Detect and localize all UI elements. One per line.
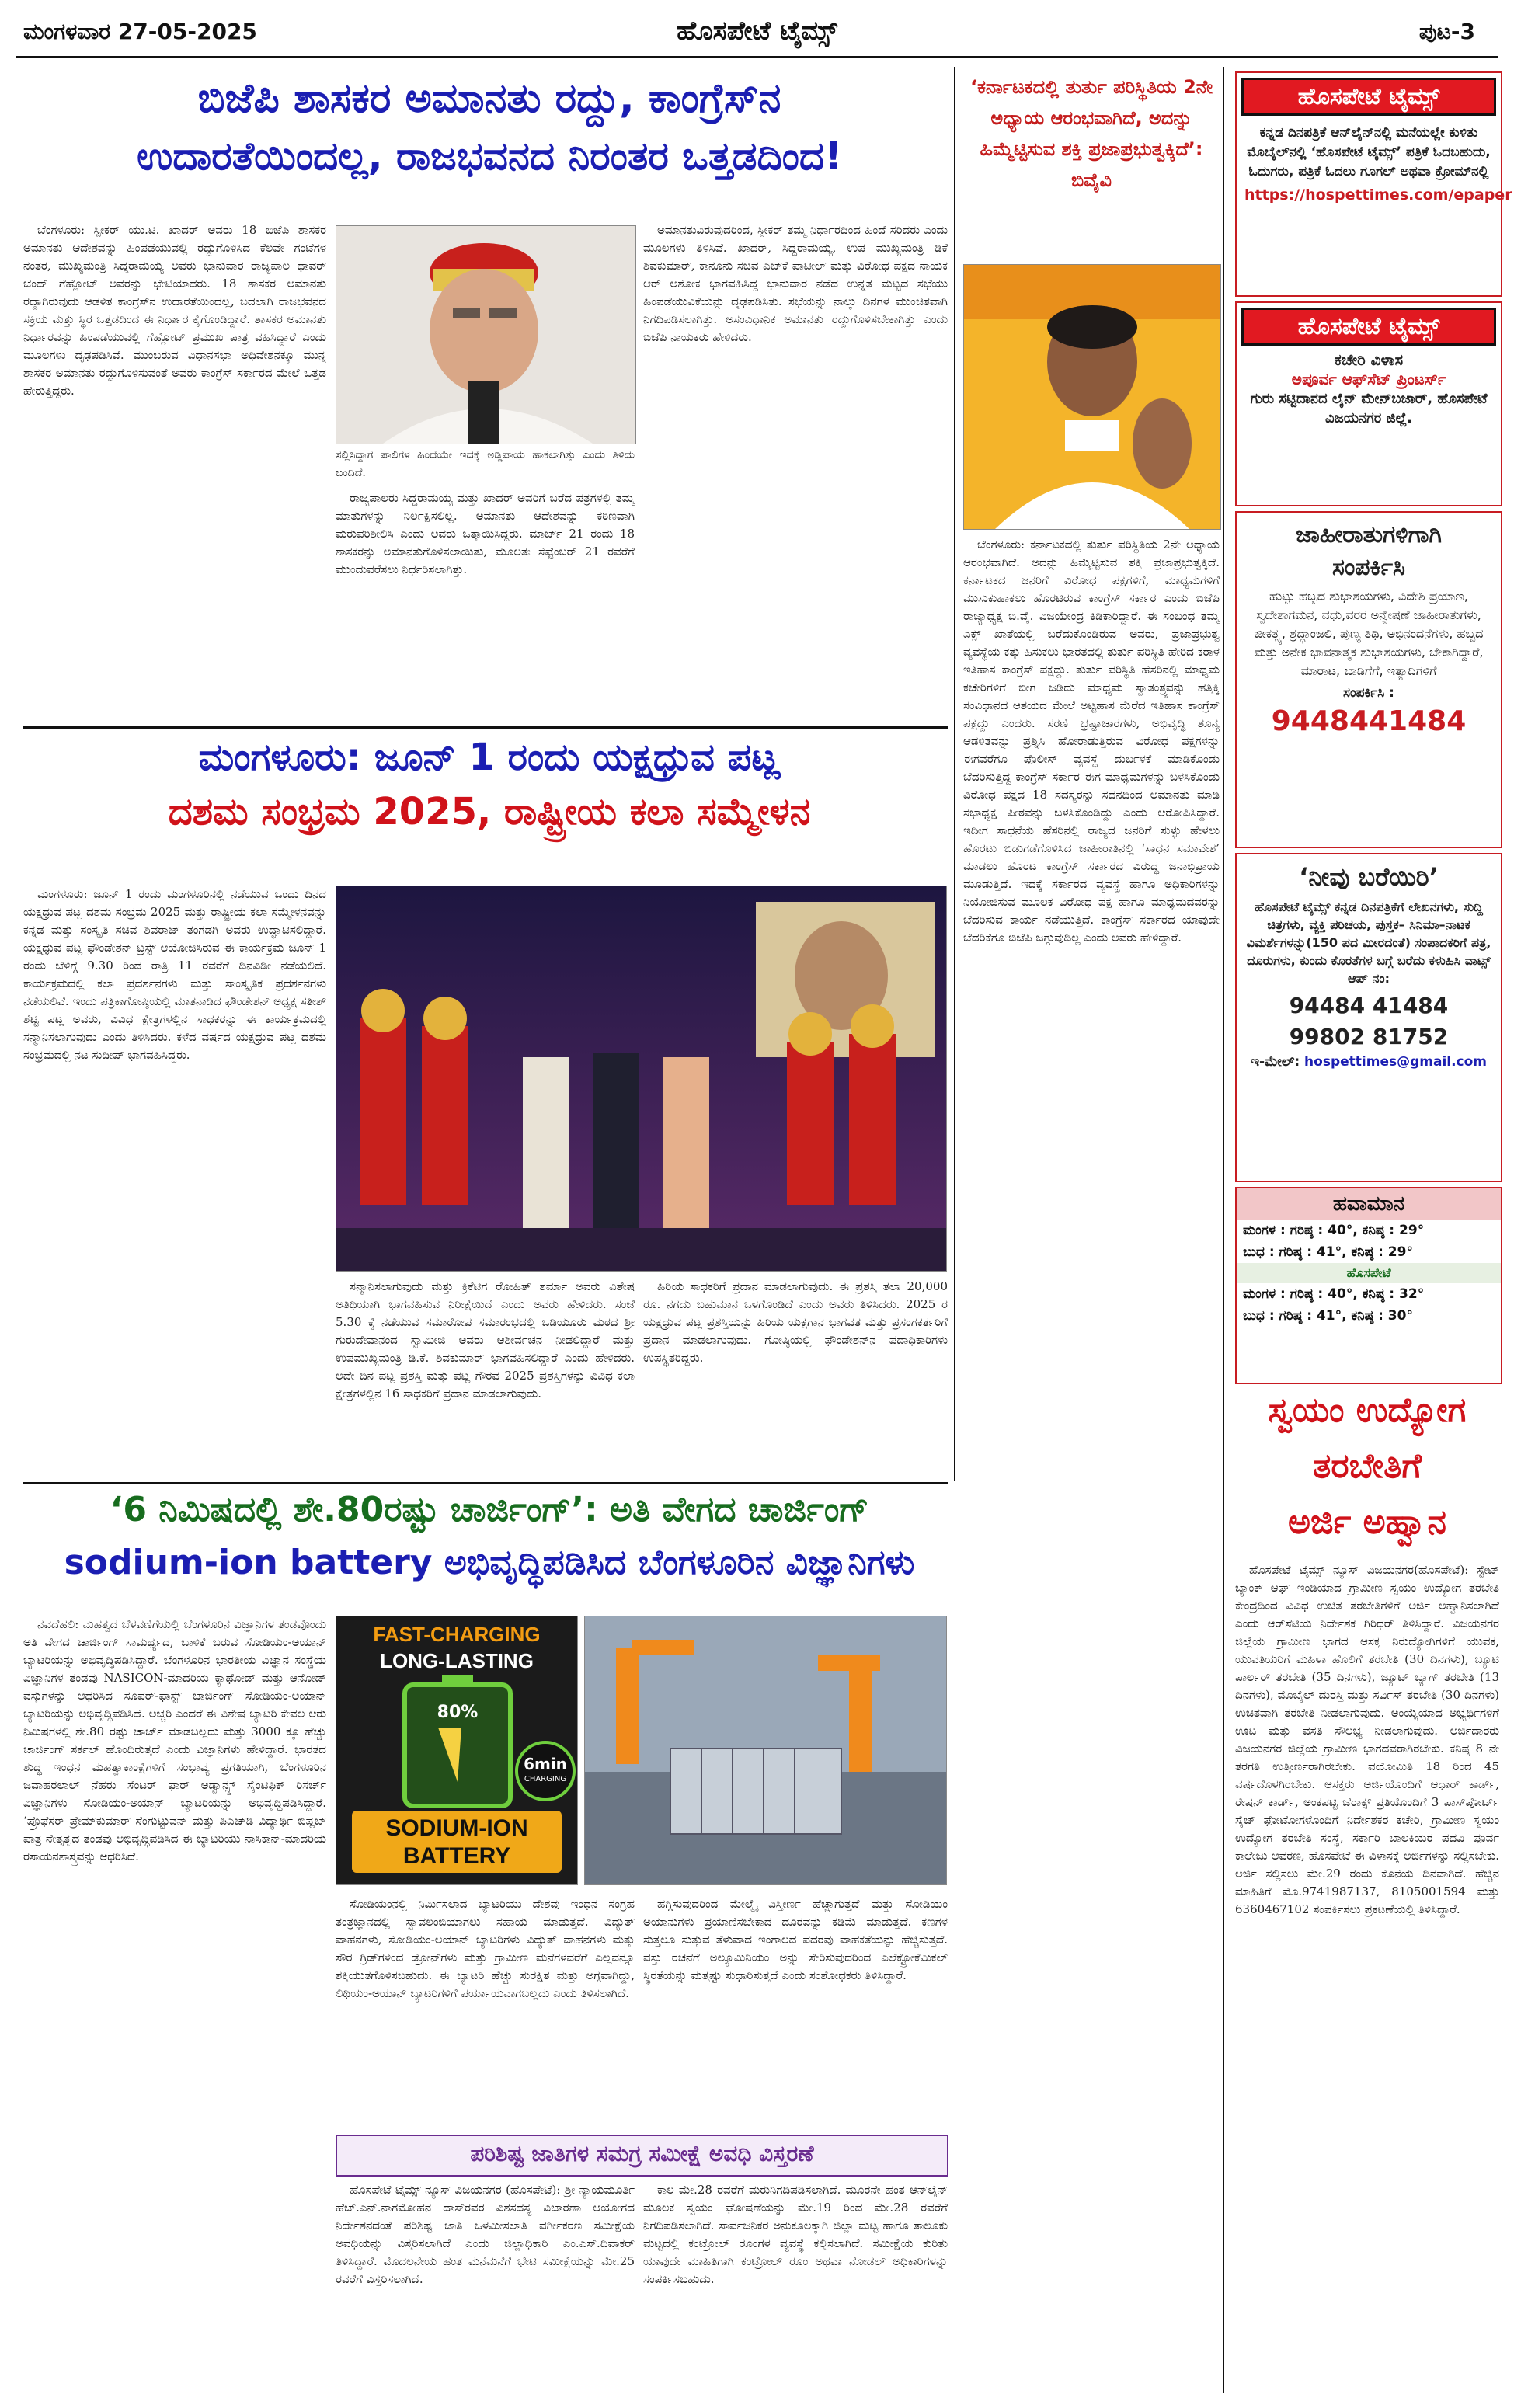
weather-row: ಬುಧ : ಗರಿಷ್ಠ : 41°, ಕನಿಷ್ಠ : 30° xyxy=(1243,1308,1413,1324)
training-title-2: ತರಬೇತಿಗೆ xyxy=(1313,1446,1422,1486)
yakshagana-column-1: ಮಂಗಳೂರು: ಜೂನ್ 1 ರಂದು ಮಂಗಳೂರಿನಲ್ಲಿ ನಡೆಯುವ ಒಂದು ದಿನದ ಯಕ್ಷಧ್ರುವ ಪಟ್ಲ ದಶಮ ಸಂಭ್ರಮ 2025 ಮತ್ತು ರಾಷ್ಟ್ರೀಯ ಕಲಾ ಸಮ್ಮೇಳನವನ್ನು ಕನ್ನಡ ಮತ್ತು ಸಂಸ್ಕೃತಿ ಸಚಿವ ಶಿವರಾಜ್ ತಂಗಡಗಿ ಅವರು ಉದ್ಘಾಟಿಸಲಿದ್ದಾರೆ. ಯಕ್ಷಧ್ರುವ ಪಟ್ಲ ಫೌಂಡೇಶನ್ ಟ್ರಸ್ಟ್ ಆಯೋಜಿಸಿರುವ ಈ ಕಾರ್ಯಕ್ರಮ ಜೂನ್ 1 ರಂದು ಬೆಳಿಗ್ಗೆ 9.30 ರಿಂದ ರಾತ್ರಿ 11 ರವರೆಗೆ ದಿನವಿಡೀ ನಡೆಯಲಿದೆ. ಕಾರ್ಯಕ್ರಮದಲ್ಲಿ ಕಲಾ ಪ್ರದರ್ಶನಗಳು ಮತ್ತು ಸಾಂಸ್ಕೃತಿಕ ಪ್ರದರ್ಶನಗಳು ನಡೆಯಲಿವೆ. ಇಂದು ಪತ್ರಿಕಾಗೋಷ್ಠಿಯಲ್ಲಿ ಮಾತನಾಡಿದ ಫೌಂಡೇಶನ್ ಅಧ್ಯಕ್ಷ ಸತೀಶ್ ಶೆಟ್ಟಿ ಪಟ್ಲ ಅವರು, ವಿವಿಧ ಕ್ಷೇತ್ರಗಳಲ್ಲಿನ ಸಾಧಕರನ್ನು ಈ ಕಾರ್ಯಕ್ರಮದಲ್ಲಿ ಸನ್ಮಾನಿಸಲಾಗುವುದು ಎಂದು ತಿಳಿಸಿದರು. ಕಳೆದ ವರ್ಷದ ಯಕ್ಷಧ್ರುವ ಪಟ್ಲ ದಶಮ ಸಂಭ್ರಮದಲ್ಲಿ ನಟ ಸುದೀಪ್ ಭಾಗವಹಿಸಿದ್ದರು. xyxy=(23,887,326,1062)
caste-survey-column-2: ಕಾಲ ಮೇ.28 ರವರೆಗೆ ಮರುನಿಗದಿಪಡಿಸಲಾಗಿದೆ. ಮೂರನೇ ಹಂತ ಆನ್‌ಲೈನ್ ಮೂಲಕ ಸ್ವಯಂ ಘೋಷಣೆಯನ್ನು ಮೇ.19 ರಿಂದ ಮೇ.28 ರವರೆಗೆ ನಿಗದಿಪಡಿಸಲಾಗಿದೆ. ಸಾರ್ವಜನಿಕರ ಅನುಕೂಲಕ್ಕಾಗಿ ಜಿಲ್ಲಾ ಮಟ್ಟ ಹಾಗೂ ತಾಲೂಕು ಮಟ್ಟದಲ್ಲಿ ಕಂಟ್ರೋಲ್ ರೂಂಗಳ ವ್ಯವಸ್ಥೆ ಕಲ್ಪಿಸಲಾಗಿದೆ. ಸಮೀಕ್ಷೆಯ ಕುರಿತು ಯಾವುದೇ ಮಾಹಿತಿಗಾಗಿ ಕಂಟ್ರೋಲ್ ರೂಂ ಅಥವಾ ನೋಡಲ್ ಅಧಿಕಾರಿಗಳನ್ನು ಸಂಪರ್ಕಿಸಬಹುದು. xyxy=(643,2183,948,2286)
battery-graphic xyxy=(336,1616,578,1885)
section-divider xyxy=(23,726,948,729)
yakshagana-column-3: ಹಿರಿಯ ಸಾಧಕರಿಗೆ ಪ್ರದಾನ ಮಾಡಲಾಗುವುದು. ಈ ಪ್ರಶಸ್ತಿ ತಲಾ 20,000 ರೂ. ನಗದು ಬಹುಮಾನ ಒಳಗೊಂಡಿದೆ ಎಂದು ಅವರು ತಿಳಿಸಿದರು. 2025 ರ ಯಕ್ಷಧ್ರುವ ಪಟ್ಲ ಪ್ರಶಸ್ತಿಯನ್ನು ಹಿರಿಯ ಯಕ್ಷಗಾನ ಭಾಗವತ ಮತ್ತು ಪ್ರಸಂಗಕರ್ತರಿಗೆ ಪ್ರದಾನ ಮಾಡಲಾಗುವುದು. ಗೋಷ್ಠಿಯಲ್ಲಿ ಫೌಂಡೇಶನ್‌ನ ಪದಾಧಿಕಾರಿಗಳು ಉಪಸ್ಥಿತರಿದ್ದರು. xyxy=(643,1279,948,1365)
yakshagana-headline-line1: ಮಂಗಳೂರು: ಜೂನ್ 1 ರಂದು ಯಕ್ಷಧ್ರುವ ಪಟ್ಲ xyxy=(198,736,781,779)
ads-title: ಜಾಹೀರಾತುಗಳಿಗಾಗಿ xyxy=(1296,521,1442,548)
lightning-icon xyxy=(438,1728,461,1782)
vijayendra-photo xyxy=(963,264,1221,530)
column-divider xyxy=(954,67,955,1481)
ads-contact-label: ಸಂಪರ್ಕಿಸಿ : xyxy=(1343,685,1394,701)
email-label: ಇ-ಮೇಲ್: xyxy=(1250,1054,1300,1070)
weather-row: ಮಂಗಳ : ಗರಿಷ್ಠ : 40°, ಕನಿಷ್ಠ : 32° xyxy=(1243,1286,1425,1302)
office-name: ಅಪೂರ್ವ ಆಫ್‌ಸೆಟ್ ಪ್ರಿಂಟರ್ಸ್ xyxy=(1291,370,1446,388)
section-divider xyxy=(23,1482,948,1484)
training-title-3: ಅರ್ಜಿ ಅಹ್ವಾನ xyxy=(1287,1502,1447,1542)
epaper-link[interactable]: https://hospettimes.com/epaper xyxy=(1244,186,1512,204)
weather-city-label: ಹೊಸಪೇಟೆ xyxy=(1237,1263,1501,1283)
yakshagana-headline-line2: ದಶಮ ಸಂಭ್ರಮ 2025, ರಾಷ್ಟ್ರೀಯ ಕಲಾ ಸಮ್ಮೇಳನ xyxy=(168,790,811,833)
write-phone-2: 99802 81752 xyxy=(1289,1024,1449,1049)
ads-phone: 9448441484 xyxy=(1271,705,1467,737)
office-address: ಗುರು ಸಟ್ಟಿದಾನದ ಲೈನ್ ಮೇನ್‌ಬಜಾರ್, ಹೊಸಪೇಟೆ ವಿಜಯನಗರ ಜಿಲ್ಲೆ. xyxy=(1250,391,1488,426)
article1-headline-line2: ಉದಾರತೆಯಿಂದಲ್ಲ, ರಾಜಭವನದ ನಿರಂತರ ಒತ್ತಡದಿಂದ! xyxy=(136,134,843,179)
office-label: ಕಚೇರಿ ವಿಳಾಸ xyxy=(1334,350,1404,369)
graphic-line2: LONG-LASTING xyxy=(380,1649,534,1672)
article1-column-1: ಬೆಂಗಳೂರು: ಸ್ಪೀಕರ್ ಯು.ಟಿ. ಖಾದರ್ ಅವರು 18 ಬಿಜೆಪಿ ಶಾಸಕರ ಅಮಾನತು ಆದೇಶವನ್ನು ಹಿಂಪಡೆಯುವಲ್ಲಿ ರದ್ದುಗೊಳಿಸಿದ ಕೆಲವೇ ಗಂಟೆಗಳ ನಂತರ, ಮುಖ್ಯಮಂತ್ರಿ ಸಿದ್ದರಾಮಯ್ಯ ಅವರು ಭಾನುವಾರ ರಾಜ್ಯಪಾಲ ಥಾವರ್ ಚಂದ್ ಗೆಹ್ಲೋಟ್ ಅವರನ್ನು ಭೇಟಿಯಾದರು. 18 ಶಾಸಕರ ಅಮಾನತು ರದ್ದಾಗಿರುವುದು ಆಡಳಿತ ಕಾಂಗ್ರೆಸ್‌ನ ಉದಾರತೆಯಿಂದಲ್ಲ, ಬದಲಾಗಿ ರಾಜಭವನದ ಸಕ್ರಿಯ ಮತ್ತು ಸ್ಥಿರ ಒತ್ತಡದಿಂದ ಈ ನಿರ್ಧಾರ ಕೈಗೊಂಡಿದ್ದಾರೆ. ಶಾಸಕರ ಅಮಾನತು ನಿರ್ಧಾರವನ್ನು ಹಿಂಪಡೆಯುವಲ್ಲಿ ಗೆಹ್ಲೋಟ್ ಪ್ರಮುಖ ಪಾತ್ರ ವಹಿಸಿದ್ದಾರೆ ಎಂದು ಮೂಲಗಳು ದೃಢಪಡಿಸಿವೆ. ಮುಂಬರುವ ವಿಧಾನಸಭಾ ಅಧಿವೇಶನಕ್ಕೂ ಮುನ್ನ ಶಾಸಕರ ಅಮಾನತು ರದ್ದುಗೊಳಿಸುವಂತೆ ಅವರು ಕಾಂಗ್ರೆಸ್ ಸರ್ಕಾರದ ಮೇಲೆ ಒತ್ತಡ ಹೇರುತ್ತಿದ್ದರು. xyxy=(23,223,326,398)
governor-photo-caption: ಸಲ್ಲಿಸಿದ್ದಾಗ ಪಾಲಿಗಳ ಹಿಂದೆಯೇ ಇದಕ್ಕೆ ಅಡ್ಡಿಪಾಯ ಹಾಕಲಾಗಿತ್ತು ಎಂದು ತಿಳಿದು ಬಂದಿದೆ. xyxy=(336,449,635,479)
yakshagana-event-photo xyxy=(336,886,947,1272)
battery-column-3: ಹಗ್ಗಿಸುವುದರಿಂದ ಮೇಲ್ಮೈ ವಿಸ್ತೀರ್ಣ ಹೆಚ್ಚಾಗುತ್ತದೆ ಮತ್ತು ಸೋಡಿಯಂ ಅಯಾನುಗಳು ಪ್ರಯಾಣಿಸಬೇಕಾದ ದೂರವನ್ನು ಕಡಿಮೆ ಮಾಡುತ್ತದೆ. ಕಣಗಳ ಸುತ್ತಲೂ ಸುತ್ತುವ ತೆಳುವಾದ ಇಂಗಾಲದ ಪದರವು ವಾಹಕತೆಯನ್ನು ಹೆಚ್ಚಿಸುತ್ತದೆ. ವಸ್ತು ರಚನೆಗೆ ಅಲ್ಯೂಮಿನಿಯಂ ಅನ್ನು ಸೇರಿಸುವುದರಿಂದ ಎಲೆಕ್ಟ್ರೋಕೆಮಿಕಲ್ ಸ್ಥಿರತೆಯನ್ನು ಮತ್ತಷ್ಟು ಸುಧಾರಿಸುತ್ತದೆ ಎಂದು ಸಂಶೋಧಕರು ತಿಳಿಸಿದ್ದಾರೆ. xyxy=(643,1897,948,1982)
write-box xyxy=(1235,853,1502,1182)
write-text: ಹೊಸಪೇಟೆ ಟೈಮ್ಸ್ ಕನ್ನಡ ದಿನಪತ್ರಿಕೆಗೆ ಲೇಖನಗಳು, ಸುದ್ದಿ ಚಿತ್ರಗಳು, ವ್ಯಕ್ತಿ ಪರಿಚಯ, ಪುಸ್ತಕ– ಸಿನಿಮಾ–ನಾಟಕ ವಿಮರ್ಶೆಗಳನ್ನು(150 ಪದ ಮೀರದಂತೆ) ಸಂಪಾದಕರಿಗೆ ಪತ್ರ, ದೂರುಗಳು, ಕುಂದು ಕೊರತೆಗಳ ಬಗ್ಗೆ ಬರೆದು ಕಳುಹಿಸಿ ವಾಟ್ಸ್ ಆಪ್ ನಂ: xyxy=(1246,900,1491,986)
newspaper-title: ಹೊಸಪೇಟೆ ಟೈಮ್ಸ್ xyxy=(677,16,837,47)
training-title-1: ಸ್ವಯಂ ಉದ್ಯೋಗ xyxy=(1268,1390,1467,1430)
charge-time-badge: 6min CHARGING xyxy=(515,1741,576,1801)
caste-survey-headline: ಪರಿಶಿಷ್ಟ ಜಾತಿಗಳ ಸಮಗ್ರ ಸಮೀಕ್ಷೆ ಅವಧಿ ವಿಸ್ತರಣೆ xyxy=(470,2141,814,2166)
battery-column-1: ನವದೆಹಲಿ: ಮಹತ್ವದ ಬೆಳವಣಿಗೆಯಲ್ಲಿ ಬೆಂಗಳೂರಿನ ವಿಜ್ಞಾನಿಗಳ ತಂಡವೊಂದು ಅತಿ ವೇಗದ ಚಾರ್ಜಿಂಗ್ ಸಾಮರ್ಥ್ಯದ, ಬಾಳಿಕೆ ಬರುವ ಸೋಡಿಯಂ-ಅಯಾನ್ ಬ್ಯಾಟರಿಯನ್ನು ಅಭಿವೃದ್ಧಿಪಡಿಸಿದ್ದಾರೆ. ಬೆಂಗಳೂರಿನ ಭಾರತೀಯ ವಿಜ್ಞಾನ ಸಂಸ್ಥೆಯ ವಿಜ್ಞಾನಿಗಳ ತಂಡವು NASICON-ಮಾದರಿಯ ಕ್ಯಾಥೋಡ್ ಮತ್ತು ಆನೋಡ್ ವಸ್ತುಗಳನ್ನು ಆಧರಿಸಿದ ಸೂಪರ್-ಫಾಸ್ಟ್ ಚಾರ್ಜಿಂಗ್ ಸೋಡಿಯಂ-ಅಯಾನ್ ಬ್ಯಾಟರಿಯನ್ನು ಅಭಿವೃದ್ಧಿಪಡಿಸಿದೆ. ಅಚ್ಚರಿ ಎಂದರೆ ಈ ವಿಶೇಷ ಬ್ಯಾಟರಿ ಕೇವಲ ಆರು ನಿಮಿಷಗಳಲ್ಲಿ ಶೇ.80 ರಷ್ಟು ಚಾರ್ಜ್ ಮಾಡಬಲ್ಲದು ಮತ್ತು 3000 ಕ್ಕೂ ಹೆಚ್ಚು ಚಾರ್ಜಿಂಗ್ ಸರ್ಕಲ್ ಹೊಂದಿರುತ್ತದೆ ಎಂದು ವಿಜ್ಞಾನಿಗಳು ಹೇಳಿದ್ದಾರೆ. ಭಾರತದ ಶುದ್ಧ ಇಂಧನ ಮಹತ್ವಾಕಾಂಕ್ಷೆಗಳಿಗೆ ಸಂಭಾವ್ಯ ಪ್ರಗತಿಯಾಗಿ, ಬೆಂಗಳೂರಿನ ಜವಾಹರಲಾಲ್ ನೆಹರು ಸೆಂಟರ್ ಫಾರ್ ಅಡ್ವಾನ್ಸ್ಡ್ ಸೈಂಟಿಫಿಕ್ ರಿಸರ್ಚ್ ವಿಜ್ಞಾನಿಗಳು ಸೋಡಿಯಂ-ಅಯಾನ್ ಬ್ಯಾಟರಿಯನ್ನು ಅಭಿವೃದ್ಧಿಪಡಿಸಿದ್ದಾರೆ. ‘ಪ್ರೊಫೆಸರ್ ಪ್ರೇಮ್‌ಕುಮಾರ್ ಸೆಂಗುಟ್ಟುವನ್ ಮತ್ತು ಪಿಎಚ್‌ಡಿ ವಿದ್ಯಾರ್ಥಿ ಬಿಪ್ಲಬ್ ಪಾತ್ರ ನೇತೃತ್ವದ ತಂಡವು ಅಭಿವೃದ್ಧಿಪಡಿಸಿದ ಈ ಬ್ಯಾಟರಿಯು ನಾಸಿಕಾನ್-ಮಾದರಿಯ ರಸಾಯನಶಾಸ್ತ್ರವನ್ನು ಆಧರಿಸಿದೆ. xyxy=(23,1617,326,1863)
sidebar-divider xyxy=(1223,67,1224,2393)
page-number: ಪುಟ-3 xyxy=(1418,19,1475,44)
ads-text: ಹುಟ್ಟು ಹಬ್ಬದ ಶುಭಾಶಯಗಳು, ವಿದೇಶಿ ಪ್ರಯಾಣ, ಸ್ವದೇಶಾಗಮನ, ವಧು,ವರರ ಅನ್ವೇಷಣೆ ಜಾಹೀರಾತುಗಳು, ಜೀಕತ್ಸ್ಯ, ಶ್ರದ್ಧಾಂಜಲಿ, ಪುಣ್ಯ ತಿಥಿ, ಅಭಿನಂದನೆಗಳು, ಹಬ್ಬದ ಮತ್ತು ಅನೇಕ ಭಾವನಾತ್ಮಕ ಶುಭಾಶಯಗಳು, ಬೇಕಾಗಿದ್ದಾರೆ, ಮಾರಾಟ, ಬಾಡಿಗೆಗೆ, ಇತ್ಯಾದಿಗಳಿಗೆ xyxy=(1254,589,1484,678)
epaper-brand: ಹೊಸಪೇಟೆ ಟೈಮ್ಸ್ xyxy=(1241,78,1496,116)
weather-box xyxy=(1235,1187,1502,1384)
battery-headline-line2: sodium-ion battery ಅಭಿವೃದ್ಧಿಪಡಿಸಿದ ಬೆಂಗಳೂರಿನ ವಿಜ್ಞಾನಿಗಳು xyxy=(64,1543,915,1582)
governor-photo xyxy=(336,225,636,444)
battery-column-2: ಸೋಡಿಯಂನಲ್ಲಿ ನಿರ್ಮಿಸಲಾದ ಬ್ಯಾಟರಿಯು ದೇಶವು ಇಂಧನ ಸಂಗ್ರಹ ತಂತ್ರಜ್ಞಾನದಲ್ಲಿ ಸ್ವಾವಲಂಬಿಯಾಗಲು ಸಹಾಯ ಮಾಡುತ್ತದೆ. ವಿದ್ಯುತ್ ವಾಹನಗಳು, ಸೋಡಿಯಂ-ಅಯಾನ್ ಬ್ಯಾಟರಿಗಳು ವಿದ್ಯುತ್ ವಾಹನಗಳು ಮತ್ತು ಸೌರ ಗ್ರಿಡ್‌ಗಳಿಂದ ಡ್ರೋನ್‌ಗಳು ಮತ್ತು ಗ್ರಾಮೀಣ ಮನೆಗಳವರೆಗೆ ಎಲ್ಲವನ್ನೂ ಶಕ್ತಿಯುತಗೊಳಿಸಬಹುದು. ಈ ಬ್ಯಾಟರಿ ಹೆಚ್ಚು ಸುರಕ್ಷಿತ ಮತ್ತು ಅಗ್ಗವಾಗಿದ್ದು, ಲಿಥಿಯಂ-ಅಯಾನ್ ಬ್ಯಾಟರಿಗಳಿಗೆ ಪರ್ಯಾಯವಾಗಬಲ್ಲದು ಎಂದು ತಿಳಿಸಲಾಗಿದೆ. xyxy=(336,1897,635,2000)
weather-title: ಹವಾಮಾನ xyxy=(1237,1188,1501,1220)
weather-row: ಬುಧ : ಗರಿಷ್ಠ : 41°, ಕನಿಷ್ಠ : 29° xyxy=(1243,1244,1413,1260)
epaper-box xyxy=(1235,71,1512,297)
battery-label-box: SODIUM-ION BATTERY xyxy=(352,1811,562,1873)
training-body: ಹೊಸಪೇಟೆ ಟೈಮ್ಸ್ ನ್ಯೂಸ್ ವಿಜಯನಗರ(ಹೊಸಪೇಟೆ): ಸ್ಟೇಟ್ ಬ್ಯಾಂಕ್ ಆಫ್ ಇಂಡಿಯಾದ ಗ್ರಾಮೀಣ ಸ್ವಯಂ ಉದ್ಯೋಗ ತರಬೇತಿ ಕೇಂದ್ರದಿಂದ ವಿವಿಧ ಉಚಿತ ತರಬೇತಿಗಳಿಗೆ ಅರ್ಜಿ ಅಹ್ವಾನಿಸಲಾಗಿದೆ ಎಂದು ಆರ್‌ಸೆಟಿಯ ನಿರ್ದೇಶಕ ಗಿರಿಧರ್ ತಿಳಿಸಿದ್ದಾರೆ. ವಿಜಯನಗರ ಜಿಲ್ಲೆಯ ಗ್ರಾಮೀಣ ಭಾಗದ ಆಸಕ್ತ ನಿರುದ್ಯೋಗಿಗಳಿಗೆ ಯುವಕ, ಯುವತಿಯರಿಗೆ ಮಹಿಳಾ ಹೊಲಿಗೆ ತರಬೇತಿ (30 ದಿನಗಳು), ಬ್ಯೂಟಿ ಪಾರ್ಲರ್ ತರಬೇತಿ (35 ದಿನಗಳು), ಜ್ಯೂಟ್ ಬ್ಯಾಗ್ ತರಬೇತಿ (13 ದಿನಗಳು), ಮೊಬೈಲ್ ದುರಸ್ತಿ ಮತ್ತು ಸರ್ವಿಸ್ ತರಬೇತಿ (30 ದಿನಗಳು) ಉಚಿತವಾಗಿ ತರಬೇತಿ ನೀಡಲಾಗುವುದು. ಅಂಯ್ಯೆಯಾದ ಅಭ್ಯರ್ಥಿಗಳಿಗೆ ಊಟ ಮತ್ತು ವಸತಿ ಸೌಲಭ್ಯ ನೀಡಲಾಗುವುದು. ಅರ್ಜಿದಾರರು ವಿಜಯನಗರ ಜಿಲ್ಲೆಯ ಗ್ರಾಮೀಣ ಭಾಗದವರಾಗಿರಬೇಕು. ಕನಿಷ್ಠ 8 ನೇ ತರಗತಿ ಉತ್ತೀರ್ಣರಾಗಿರಬೇಕು. ವಯೋಮಿತಿ 18 ರಿಂದ 45 ವರ್ಷದೊಳಗಿರಬೇಕು. ಆಸಕ್ತರು ಅರ್ಜಿಯೊಂದಿಗೆ ಆಧಾರ್ ಕಾರ್ಡ್, ರೇಷನ್ ಕಾರ್ಡ್, ಅಂಕಪಟ್ಟಿ ಜೆರಾಕ್ಸ್ ಪ್ರತಿಯೊಂದಿಗೆ 3 ಪಾಸ್‌ಪೋರ್ಟ್ ಸೈಜ್ ಫೋಟೋಗಳೊಂದಿಗೆ ನಿರ್ದೇಶಕರ ಕಚೇರಿ, ಗ್ರಾಮೀಣ ಸ್ವಯಂ ಉದ್ಯೋಗ ತರಬೇತಿ ಸಂಸ್ಥೆ, ಸರ್ಕಾರಿ ಬಾಲಕಿಯರ ಪದವಿ ಪೂರ್ವ ಕಾಲೇಜು ಆವರಣ, ಹೊಸಪೇಟೆ ಈ ವಿಳಾಸಕ್ಕೆ ಅರ್ಜಿಗಳನ್ನು ಸಲ್ಲಿಸಬೇಕು. ಅರ್ಜಿ ಸಲ್ಲಿಸಲು ಮೇ.29 ರಂದು ಕೊನೆಯ ದಿನವಾಗಿದೆ. ಹೆಚ್ಚಿನ ಮಾಹಿತಿಗೆ ಮೊ.9741987137, 8105001594 ಮತ್ತು 6360467102 ಸಂಪರ್ಕಿಸಲು ಪ್ರಕಟಣೆಯಲ್ಲಿ ತಿಳಿಸಿದ್ದಾರೆ. xyxy=(1235,1563,1499,1916)
ads-subtitle: ಸಂಪರ್ಕಿಸಿ xyxy=(1332,554,1405,581)
masthead xyxy=(16,11,1498,58)
graphic-line1: FAST-CHARGING xyxy=(373,1623,541,1646)
epaper-text: ಕನ್ನಡ ದಿನಪತ್ರಿಕೆ ಆನ್‌ಲೈನ್‌ನಲ್ಲಿ ಮನೆಯಲ್ಲೇ ಕುಳಿತು ಮೊಬೈಲ್‌ನಲ್ಲಿ ‘ಹೊಸಪೇಟೆ ಟೈಮ್ಸ್’ ಪತ್ರಿಕೆ ಓದಬಹುದು, ಓದುಗರು, ಪತ್ರಿಕೆ ಓದಲು ಗೂಗಲ್ ಅಥವಾ ಕ್ರೋಮ್‌ನಲ್ಲಿ xyxy=(1247,125,1491,179)
office-brand: ಹೊಸಪೇಟೆ ಟೈಮ್ಸ್ xyxy=(1241,308,1496,346)
email-address[interactable]: hospettimes@gmail.com xyxy=(1304,1054,1488,1070)
yakshagana-column-2: ಸನ್ಮಾನಿಸಲಾಗುವುದು ಮತ್ತು ಕ್ರಿಕೆಟಿಗ ರೋಹಿತ್ ಶರ್ಮಾ ಅವರು ವಿಶೇಷ ಅತಿಥಿಯಾಗಿ ಭಾಗವಹಿಸುವ ನಿರೀಕ್ಷೆಯಿದೆ ಎಂದು ಅವರು ಹೇಳಿದರು. ಸಂಜೆ 5.30 ಕ್ಕೆ ನಡೆಯುವ ಸಮಾರೋಪ ಸಮಾರಂಭದಲ್ಲಿ ಒಡಿಯೂರು ಮಠದ ಶ್ರೀ ಗುರುದೇವಾನಂದ ಸ್ವಾಮೀಜಿ ಅವರು ಆಶೀರ್ವಚನ ನೀಡಲಿದ್ದಾರೆ ಮತ್ತು ಉಪಮುಖ್ಯಮಂತ್ರಿ ಡಿ.ಕೆ. ಶಿವಕುಮಾರ್ ಭಾಗವಹಿಸಲಿದ್ದಾರೆ ಎಂದು ಹೇಳಿದರು. ಅದೇ ದಿನ ಪಟ್ಲ ಪ್ರಶಸ್ತಿ ಮತ್ತು ಪಟ್ಲ ಗೌರವ 2025 ಪ್ರಶಸ್ತಿಗಳನ್ನು ವಿವಿಧ ಕಲಾ ಕ್ಷೇತ್ರಗಳಲ್ಲಿನ 16 ಸಾಧಕರಿಗೆ ಪ್ರದಾನ ಮಾಡಲಾಗುವುದು. xyxy=(336,1279,635,1401)
battery-headline-line1: ‘6 ನಿಮಿಷದಲ್ಲಿ ಶೇ.80ರಷ್ಟು ಚಾರ್ಜಿಂಗ್’: ಅತಿ ವೇಗದ ಚಾರ್ಜಿಂಗ್ xyxy=(110,1490,869,1529)
vijayendra-headline: ‘ಕರ್ನಾಟಕದಲ್ಲಿ ತುರ್ತು ಪರಿಸ್ಥಿತಿಯ 2ನೇ ಅಧ್ಯಾಯ ಆರಂಭವಾಗಿದೆ, ಅದನ್ನು ಹಿಮ್ಮೆಟ್ಟಿಸುವ ಶಕ್ತಿ ಪ್ರಜಾಪ್ರಭುತ್ವಕ್ಕಿದೆ’: ಬಿವೈವಿ xyxy=(969,76,1213,191)
write-title: ‘ನೀವು ಬರೆಯಿರಿ’ xyxy=(1299,862,1439,892)
caste-survey-column-1: ಹೊಸಪೇಟೆ ಟೈಮ್ಸ್ ನ್ಯೂಸ್ ವಿಜಯನಗರ (ಹೊಸಪೇಟೆ): ಶ್ರೀ ನ್ಯಾಯಮೂರ್ತಿ ಹೆಚ್.ಎನ್.ನಾಗಮೋಹನ ದಾಸ್‌ರವರ ವಿಶಸದಸ್ಯ ವಿಚಾರಣಾ ಆಯೋಗದ ನಿರ್ದೇಶನದಂತೆ ಪರಿಶಿಷ್ಟ ಜಾತಿ ಒಳಮೀಸಲಾತಿ ವರ್ಗೀಕರಣ ಸಮೀಕ್ಷೆಯ ಅವಧಿಯನ್ನು ವಿಸ್ತರಿಸಲಾಗಿದೆ ಎಂದು ಜಿಲ್ಲಾಧಿಕಾರಿ ಎಂ.ಎಸ್.ದಿವಾಕರ್ ತಿಳಿಸಿದ್ದಾರೆ. ಮೊದಲನೇಯ ಹಂತ ಮನೆಮನೆಗೆ ಭೇಟಿ ಸಮೀಕ್ಷೆಯನ್ನು ಮೇ.25 ರವರೆಗೆ ವಿಸ್ತರಿಸಲಾಗಿದೆ. xyxy=(336,2183,635,2286)
issue-date: ಮಂಗಳವಾರ 27-05-2025 xyxy=(23,19,257,44)
write-phone-1: 94484 41484 xyxy=(1289,993,1449,1018)
article1-column-2: ರಾಜ್ಯಪಾಲರು ಸಿದ್ದರಾಮಯ್ಯ ಮತ್ತು ಖಾದರ್ ಅವರಿಗೆ ಬರೆದ ಪತ್ರಗಳಲ್ಲಿ ತಮ್ಮ ಮಾತುಗಳನ್ನು ನಿರ್ಲಕ್ಷಿಸಲಿಲ್ಲ. ಅಮಾನತು ಆದೇಶವನ್ನು ಕಠಿಣವಾಗಿ ಮರುಪರಿಶೀಲಿಸಿ ಎಂದು ಅವರು ಒತ್ತಾಯಿಸಿದ್ದರು. ಮಾರ್ಚ್ 21 ರಂದು 18 ಶಾಸಕರನ್ನು ಅಮಾನತುಗೊಳಿಸಲಾಯಿತು, ಮೂಲತಃ ಸೆಪ್ಟೆಂಬರ್ 21 ರವರೆಗೆ ಮುಂದುವರೆಸಲು ನಿರ್ಧರಿಸಲಾಗಿತ್ತು. xyxy=(336,491,635,576)
email-line xyxy=(1237,1053,1501,1072)
caste-survey-headline-box xyxy=(336,2135,948,2177)
article1-column-3: ಅಮಾನತುವಿರುವುದರಿಂದ, ಸ್ಪೀಕರ್ ತಮ್ಮ ನಿರ್ಧಾರದಿಂದ ಹಿಂದೆ ಸರಿದರು ಎಂದು ಮೂಲಗಳು ತಿಳಿಸಿವೆ. ಖಾದರ್, ಸಿದ್ದರಾಮಯ್ಯ, ಉಪ ಮುಖ್ಯಮಂತ್ರಿ ಡಿಕೆ ಶಿವಕುಮಾರ್, ಕಾನೂನು ಸಚಿವ ಎಚ್‌ಕೆ ಪಾಟೀಲ್ ಮತ್ತು ವಿರೋಧ ಪಕ್ಷದ ನಾಯಕ ಆರ್ ಅಶೋಕ ಭಾಗವಹಿಸಿದ್ದ ಭಾನುವಾರ ನಡೆದ ಉನ್ನತ ಮಟ್ಟದ ಸಭೆಯು ಹಿಂಪಡೆಯುವಿಕೆಯನ್ನು ದೃಢಪಡಿಸಿತು. ಸಭೆಯನ್ನು ನಾಲ್ಕು ದಿನಗಳ ಮುಂಚಿತವಾಗಿ ನಿಗದಿಪಡಿಸಲಾಗಿತ್ತು. ಅಸಂವಿಧಾನಿಕ ಅಮಾನತು ರದ್ದುಗೊಳಿಸಬೇಕಾಗಿತ್ತು ಎಂದು ಬಿಜೆಪಿ ನಾಯಕರು ಹೇಳಿದರು. xyxy=(643,223,948,344)
ads-box xyxy=(1235,511,1502,848)
battery-factory-photo xyxy=(584,1616,947,1885)
weather-row: ಮಂಗಳ : ಗರಿಷ್ಠ : 40°, ಕನಿಷ್ಠ : 29° xyxy=(1243,1223,1425,1238)
graphic-percent: 80% xyxy=(437,1703,479,1722)
battery-icon xyxy=(402,1682,513,1808)
article1-headline-line1: ಬಿಜೆಪಿ ಶಾಸಕರ ಅಮಾನತು ರದ್ದು, ಕಾಂಗ್ರೆಸ್‌ನ xyxy=(197,75,781,122)
office-box xyxy=(1235,301,1502,506)
vijayendra-body: ಬೆಂಗಳೂರು: ಕರ್ನಾಟಕದಲ್ಲಿ ತುರ್ತು ಪರಿಸ್ಥಿತಿಯ 2ನೇ ಅಧ್ಯಾಯ ಆರಂಭವಾಗಿದೆ. ಅದನ್ನು ಹಿಮ್ಮೆಟ್ಟಿಸುವ ಶಕ್ತಿ ಪ್ರಜಾಪ್ರಭುತ್ವಕ್ಕಿದೆ. ಕರ್ನಾಟಕದ ಜನರಿಗೆ ವಿರೋಧ ಪಕ್ಷಗಳಿಗೆ, ಮಾಧ್ಯಮಗಳಿಗೆ ಮುಸುಕುಹಾಕಲು ಹೊರಟಿರುವ ಕಾಂಗ್ರೆಸ್ ಸರ್ಕಾರ ಎಂದು ಬಿಜೆಪಿ ರಾಜ್ಯಾಧ್ಯಕ್ಷ ಬಿ.ವೈ. ವಿಜಯೇಂದ್ರ ಕಿಡಿಕಾರಿದ್ದಾರೆ. ಈ ಸಂಬಂಧ ತಮ್ಮ ಎಕ್ಸ್ ಖಾತೆಯಲ್ಲಿ ಬರೆದುಕೊಂಡಿರುವ ಅವರು, ಪ್ರಜಾಪ್ರಭುತ್ವ ವ್ಯವಸ್ಥೆಯ ಕತ್ತು ಹಿಸುಕಲು ಭಾರತದಲ್ಲಿ ತುರ್ತು ಪರಿಸ್ಥಿತಿ ಹೇರಿದ ಕರಾಳ ಇತಿಹಾಸ ಕಾಂಗ್ರೆಸ್ ಪಕ್ಷದ್ದು. ತುರ್ತು ಪರಿಸ್ಥಿತಿ ಹೆಸರಿನಲ್ಲಿ ಮಾಧ್ಯಮ ಕಚೇರಿಗಳಿಗೆ ಬೀಗ ಜಡಿದು ಮಾಧ್ಯಮ ಸ್ವಾತಂತ್ರ್ಯವನ್ನು ಹತ್ತಿಕ್ಕಿ ಸಂವಿಧಾನದ ಆಶಯದ ಮೇಲೆ ಅಟ್ಟಹಾಸ ಮೆರೆದ ಇತಿಹಾಸ ಕಾಂಗ್ರೆಸ್ ಪಕ್ಷದ್ದು ಎಂದರು. ಸರಣಿ ಭ್ರಷ್ಟಾಚಾರಗಳು, ಅಭಿವೃದ್ಧಿ ಶೂನ್ಯ ಆಡಳಿತವನ್ನು ಪ್ರಶ್ನಿಸಿ ಹೋರಾಡುತ್ತಿರುವ ವಿರೋಧ ಪಕ್ಷಗಳನ್ನು ಈಗವರೆಗೂ ಪೊಲೀಸ್ ವ್ಯವಸ್ಥೆ ದುರ್ಬಳಕೆ ಮಾಡಿಕೊಂಡು ಬೆದರಿಸುತ್ತಿದ್ದ ಕಾಂಗ್ರೆಸ್ ಸರ್ಕಾರ ಈಗ ಮಾಧ್ಯಮಗಳನ್ನು ಬಳಸಿಕೊಂಡು ವಿರೋಧ ಪಕ್ಷದ 18 ಸದಸ್ಯರನ್ನು ಸದನದಿಂದ ಅಮಾನತು ಮಾಡಿ ಸಭಾಧ್ಯಕ್ಷ ಪೀಠವನ್ನು ಬಳಸಿಕೊಂಡಿದ್ದು ಎಂದು ಆರೋಪಿಸಿದ್ದಾರೆ. ಇದೀಗ ಸಾಧನೆಯ ಹೆಸರಿನಲ್ಲಿ ರಾಜ್ಯದ ಜನರಿಗೆ ಸುಳ್ಳು ಹೇಳಲು ಹೊರಟು ಬಿಡುಗಡೆಗೊಳಿಸಿದ ಜಾಹೀರಾತಿನಲ್ಲಿ ‘ಸಾಧನ ಸಮಾವೇಶ’ ಮಾಡಲು ಹೊರಟ ಕಾಂಗ್ರೆಸ್ ಸರ್ಕಾರದ ವಿರುದ್ಧ ಜನಾಭಿಪ್ರಾಯ ಮೂಡುತ್ತಿದೆ. ಇದಕ್ಕೆ ಸರ್ಕಾರದ ವ್ಯವಸ್ಥೆ ಹಾಗೂ ಅಧಿಕಾರಿಗಳನ್ನು ನಿಯೋಜಿಸುವ ಮೂಲಕ ವಿರೋಧ ಪಕ್ಷ ಹಾಗೂ ಮಾಧ್ಯಮದವರನ್ನು ಬೆದರಿಸುವ ಕಾರ್ಯ ನಡೆಯುತ್ತಿದೆ. ಕಾಂಗ್ರೆಸ್ ಸರ್ಕಾರದ ಯಾವುದೇ ಬೆದರಿಕೆಗೂ ಬಿಜೆಪಿ ಜಗ್ಗುವುದಿಲ್ಲ ಎಂದು ಅವರು ಹೇಳಿದ್ದಾರೆ. xyxy=(963,538,1220,945)
